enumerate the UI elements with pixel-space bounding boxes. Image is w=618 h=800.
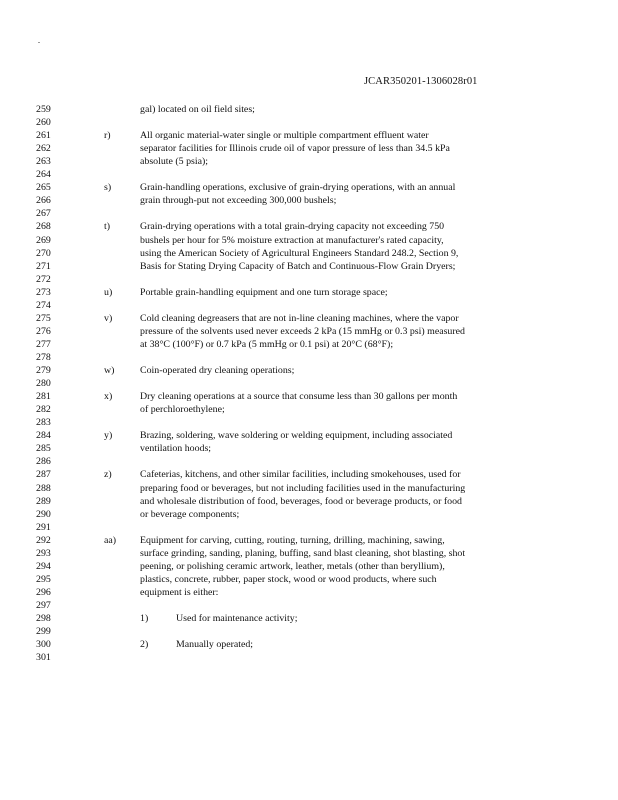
document-line	[0, 103, 618, 116]
document-id: JCAR350201-1306028r01	[364, 76, 478, 87]
document-line	[0, 325, 618, 338]
document-line	[0, 142, 618, 155]
line-number: 294	[36, 560, 51, 572]
line-text: Portable grain-handling equipment and one turn storage space;	[140, 286, 388, 298]
line-text: Equipment for carving, cutting, routing, turning, drilling, machining, sawing,	[140, 534, 445, 546]
line-text: equipment is either:	[140, 586, 219, 598]
line-number: 287	[36, 469, 51, 481]
line-text: Basis for Stating Drying Capacity of Batch and Continuous-Flow Grain Dryers;	[140, 260, 456, 272]
line-number: 260	[36, 117, 51, 128]
document-line	[0, 651, 618, 664]
document-line	[0, 560, 618, 573]
line-number: 261	[36, 130, 51, 142]
document-line	[0, 403, 618, 416]
line-number: 264	[36, 169, 51, 181]
document-line	[0, 429, 618, 442]
item-label: x)	[104, 391, 113, 403]
line-number: 277	[36, 338, 51, 350]
document-line	[0, 129, 618, 142]
line-number: 269	[36, 234, 51, 246]
document-line	[0, 116, 618, 129]
line-text: or beverage components;	[140, 508, 240, 520]
line-number: 271	[36, 260, 51, 272]
line-number: 284	[36, 430, 51, 442]
line-number: 283	[36, 417, 51, 429]
document-line	[0, 599, 618, 612]
document-line	[0, 377, 618, 390]
line-text: peening, or polishing ceramic artwork, leather, metals (other than beryllium),	[140, 560, 445, 572]
line-number: 293	[36, 547, 51, 559]
document-line	[0, 351, 618, 364]
line-text: pressure of the solvents used never exceeds 2 kPa (15 mmHg or 0.3 psi) measured	[140, 325, 465, 337]
document-line	[0, 534, 618, 547]
document-line	[0, 207, 618, 220]
line-number: 280	[36, 378, 51, 390]
document-line	[0, 455, 618, 468]
document-line	[0, 482, 618, 495]
line-text: and wholesale distribution of food, beverages, food or beverage products, or food	[140, 495, 462, 507]
document-line	[0, 286, 618, 299]
line-text: using the American Society of Agricultural Engineers Standard 248.2, Section 9,	[140, 247, 459, 259]
line-number: 263	[36, 156, 51, 168]
document-line	[0, 442, 618, 455]
document-line	[0, 194, 618, 207]
document-line	[0, 260, 618, 273]
line-number: 290	[36, 508, 51, 520]
line-number: 299	[36, 626, 51, 637]
document-line	[0, 338, 618, 351]
line-number: 281	[36, 391, 51, 403]
line-text: Cafeterias, kitchens, and other similar facilities, including smokehouses, used for	[140, 469, 461, 481]
line-text: Grain-drying operations with a total grain-drying capacity not exceeding 750	[140, 221, 445, 233]
document-line	[0, 220, 618, 233]
line-text: bushels per hour for 5% moisture extraction at manufacturer's rated capacity,	[140, 234, 444, 246]
item-label: s)	[104, 182, 112, 194]
subitem-label: 1)	[140, 613, 149, 624]
subitem-label: 2)	[140, 639, 149, 651]
document-line	[0, 273, 618, 286]
line-number: 259	[36, 104, 51, 115]
document-line	[0, 625, 618, 638]
line-number: 292	[36, 534, 51, 546]
line-number: 291	[36, 521, 51, 533]
subitem-text: Used for maintenance activity;	[176, 613, 298, 624]
line-number: 266	[36, 195, 51, 207]
line-number: 282	[36, 404, 51, 416]
line-number: 262	[36, 143, 51, 155]
document-line	[0, 495, 618, 508]
line-number: 270	[36, 247, 51, 259]
line-number: 268	[36, 221, 51, 233]
subitem-text: Manually operated;	[176, 639, 254, 651]
document-line	[0, 468, 618, 481]
line-text: ventilation hoods;	[140, 443, 212, 455]
line-number: 285	[36, 443, 51, 455]
line-number: 279	[36, 365, 51, 376]
line-text: plastics, concrete, rubber, paper stock, wood or wood products, where such	[140, 573, 437, 585]
line-number: 298	[36, 613, 51, 624]
document-line	[0, 521, 618, 534]
line-number: 289	[36, 495, 51, 507]
line-text: Brazing, soldering, wave soldering or welding equipment, including associated	[140, 430, 453, 442]
line-number: 272	[36, 273, 51, 285]
line-number: 276	[36, 325, 51, 337]
line-text: All organic material-water single or multiple compartment effluent water	[140, 130, 429, 142]
line-number: 274	[36, 299, 51, 311]
item-label: t)	[104, 221, 111, 233]
line-text: gal) located on oil field sites;	[140, 104, 255, 115]
line-text: absolute (5 psia);	[140, 156, 209, 168]
document-line	[0, 416, 618, 429]
document-line	[0, 234, 618, 247]
line-number: 267	[36, 208, 51, 220]
line-text: separator facilities for Illinois crude oil of vapor pressure of less than 34.5 kPa	[140, 143, 450, 155]
line-number: 273	[36, 286, 51, 298]
item-label: w)	[104, 365, 115, 376]
item-label: z)	[104, 469, 112, 481]
line-number: 296	[36, 586, 51, 598]
item-label: y)	[104, 430, 113, 442]
document-line	[0, 508, 618, 521]
document-line	[0, 247, 618, 260]
document-line	[0, 299, 618, 312]
document-line	[0, 312, 618, 325]
document-line	[0, 547, 618, 560]
line-text: Grain-handling operations, exclusive of grain-drying operations, with an annual	[140, 182, 456, 194]
line-number: 297	[36, 599, 51, 611]
document-line	[0, 586, 618, 599]
item-label: aa)	[104, 534, 117, 546]
line-number: 301	[36, 652, 51, 664]
document-line	[0, 181, 618, 194]
line-text: Dry cleaning operations at a source that consume less than 30 gallons per month	[140, 391, 458, 403]
line-text: surface grinding, sanding, planing, buffing, sand blast cleaning, shot blasting, shot	[140, 547, 466, 559]
line-number: 286	[36, 456, 51, 468]
line-number: 288	[36, 482, 51, 494]
line-text: at 38°C (100°F) or 0.7 kPa (5 mmHg or 0.1 psi) at 20°C (68°F);	[140, 338, 394, 350]
document-line	[0, 573, 618, 586]
document-line	[0, 638, 618, 651]
item-label: v)	[104, 312, 113, 324]
line-text: of perchloroethylene;	[140, 404, 225, 416]
line-number: 275	[36, 312, 51, 324]
line-number: 278	[36, 352, 51, 363]
document-line	[0, 155, 618, 168]
line-text: preparing food or beverages, but not including facilities used in the manufacturing	[140, 482, 466, 494]
document-line	[0, 364, 618, 377]
line-number: 295	[36, 573, 51, 585]
line-number: 265	[36, 182, 51, 194]
document-line	[0, 390, 618, 403]
line-text: Coin-operated dry cleaning operations;	[140, 365, 295, 376]
line-number: 300	[36, 639, 51, 651]
document-line	[0, 168, 618, 181]
document-line	[0, 612, 618, 625]
line-text: grain through-put not exceeding 300,000 bushels;	[140, 195, 337, 207]
scan-speck	[38, 42, 40, 43]
item-label: u)	[104, 286, 113, 298]
item-label: r)	[104, 130, 111, 142]
line-text: Cold cleaning degreasers that are not in-line cleaning machines, where the vapor	[140, 312, 459, 324]
